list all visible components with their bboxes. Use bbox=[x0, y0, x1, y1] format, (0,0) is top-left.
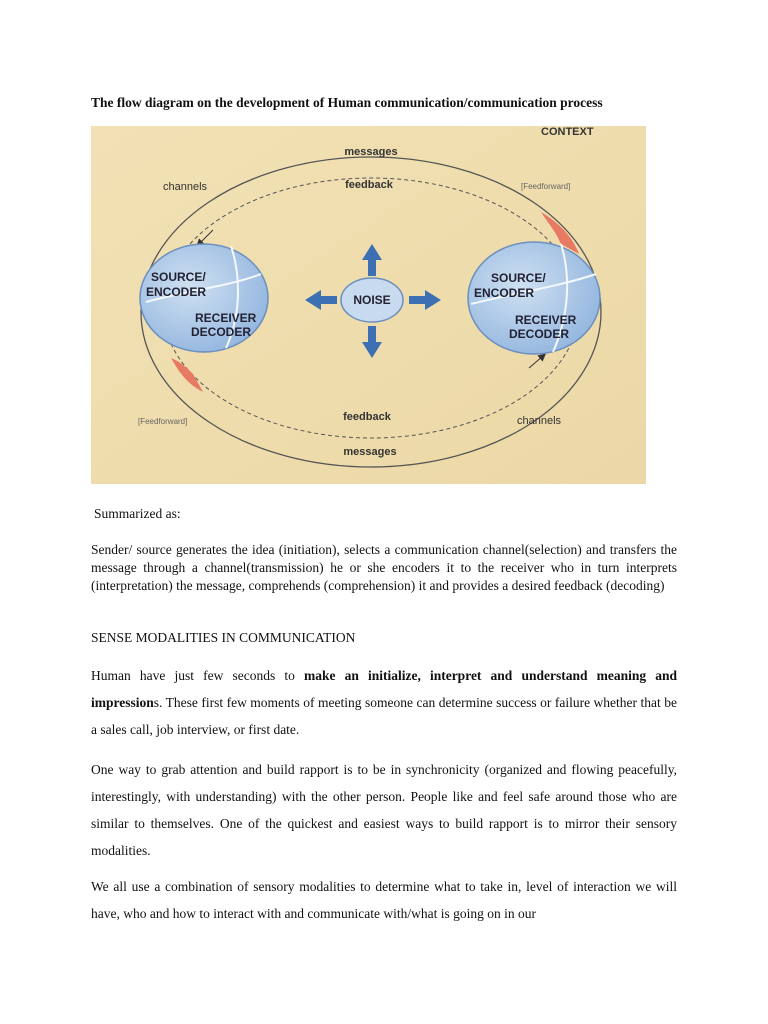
feedforward-bottom-label: [Feedforward] bbox=[138, 417, 188, 426]
feedback-top-label: feedback bbox=[345, 179, 393, 191]
messages-top-label: messages bbox=[344, 146, 398, 158]
summary-paragraph: Sender/ source generates the idea (initiation), selects a communication channel(selection) and transfers the message through a channel(transmission) he or she encoders it to the receiver who in turn interprets (interpretation) the message, comprehends (comprehension) it and provides a desired feedback (decoding) bbox=[91, 542, 677, 593]
context-label: CONTEXT bbox=[541, 126, 594, 138]
left-source-line-1: SOURCE/ bbox=[151, 270, 206, 284]
right-receiver-line-2: DECODER bbox=[509, 327, 570, 341]
channels-right-label: channels bbox=[517, 415, 562, 427]
left-receiver-line-1: RECEIVER bbox=[195, 311, 257, 325]
channels-left-label: channels bbox=[163, 181, 208, 193]
paragraph-rapport: One way to grab attention and build rapport is to be in synchronicity (organized and flowing peacefully, interestingly, with understanding) with the other person. People like and feel safe around those who are similar to themselves. One of the quickest and easiest ways to build rapport is to mirror their sensory modalities. bbox=[91, 762, 677, 858]
right-receiver-line-1: RECEIVER bbox=[515, 313, 577, 327]
feedforward-top-label: [Feedforward] bbox=[521, 182, 571, 191]
feedback-bottom-label: feedback bbox=[343, 411, 391, 423]
left-source-line-2: ENCODER bbox=[146, 285, 207, 299]
paragraph-impressions-bold: make an initialize, interpret and understand meaning and impression bbox=[91, 668, 677, 710]
paragraph-modalities: We all use a combination of sensory modalities to determine what to take in, level of interaction we will have, who and how to interact with and communicate with/what is going on in our bbox=[91, 879, 677, 921]
communication-process-diagram bbox=[91, 126, 646, 484]
paragraph-impressions-start: Human have just few seconds to bbox=[91, 668, 304, 683]
right-source-line-2: ENCODER bbox=[474, 286, 535, 300]
summary-label: Summarized as: bbox=[94, 506, 181, 521]
paragraph-impressions bbox=[91, 662, 677, 743]
left-receiver-line-2: DECODER bbox=[191, 325, 252, 339]
section-heading: SENSE MODALITIES IN COMMUNICATION bbox=[91, 630, 356, 645]
noise-label: NOISE bbox=[353, 293, 391, 307]
figure-title: The flow diagram on the development of Human communication/communication process bbox=[91, 95, 603, 110]
messages-bottom-label: messages bbox=[343, 446, 397, 458]
right-source-line-1: SOURCE/ bbox=[491, 271, 546, 285]
paragraph-impressions-end: s. These first few moments of meeting someone can determine success or failure whether that be a sales call, job interview, or first date. bbox=[91, 695, 677, 737]
